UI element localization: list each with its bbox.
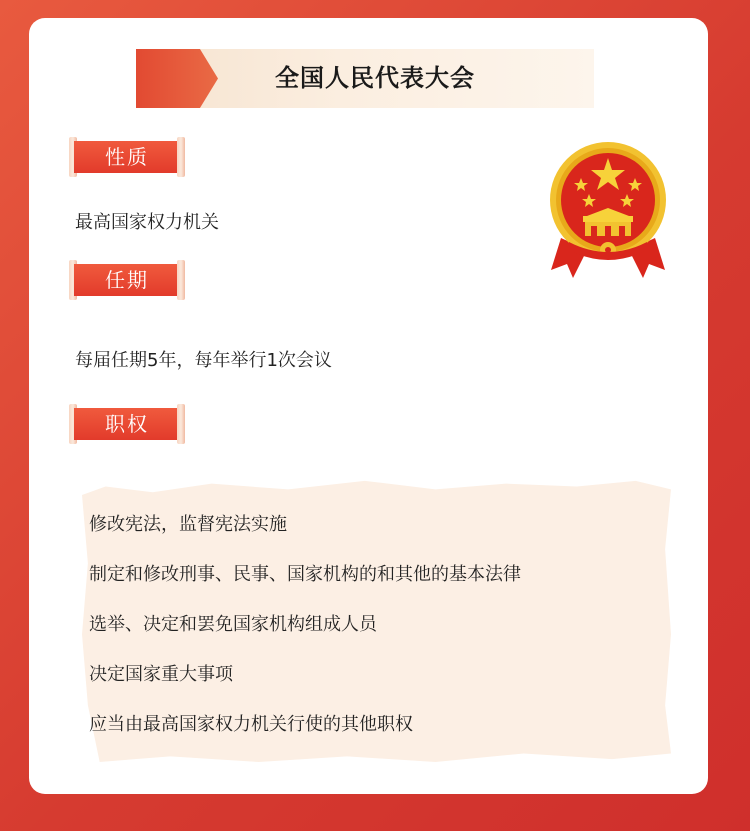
section-label-nature: 性质 (105, 145, 149, 169)
info-card (29, 18, 708, 794)
page-title: 全国人民代表大会 (275, 64, 475, 92)
list-item: 制定和修改刑事、民事、国家机构的和其他的基本法律 (89, 564, 521, 585)
section-tag-term (69, 260, 185, 300)
section-tag-powers (69, 404, 185, 444)
powers-list (89, 513, 521, 763)
list-item: 修改宪法，监督宪法实施 (89, 514, 287, 535)
section-tag-nature (69, 137, 185, 177)
section-label-powers: 职权 (105, 412, 149, 436)
national-emblem-icon (547, 138, 669, 284)
nature-text: 最高国家权力机关 (75, 212, 219, 233)
term-text: 每届任期5年，每年举行1次会议 (75, 350, 332, 371)
list-item: 决定国家重大事项 (89, 664, 233, 685)
title-banner (136, 49, 594, 108)
list-item: 应当由最高国家权力机关行使的其他职权 (89, 714, 413, 735)
section-label-term: 任期 (105, 268, 149, 292)
list-item: 选举、决定和罢免国家机构组成人员 (89, 614, 377, 635)
